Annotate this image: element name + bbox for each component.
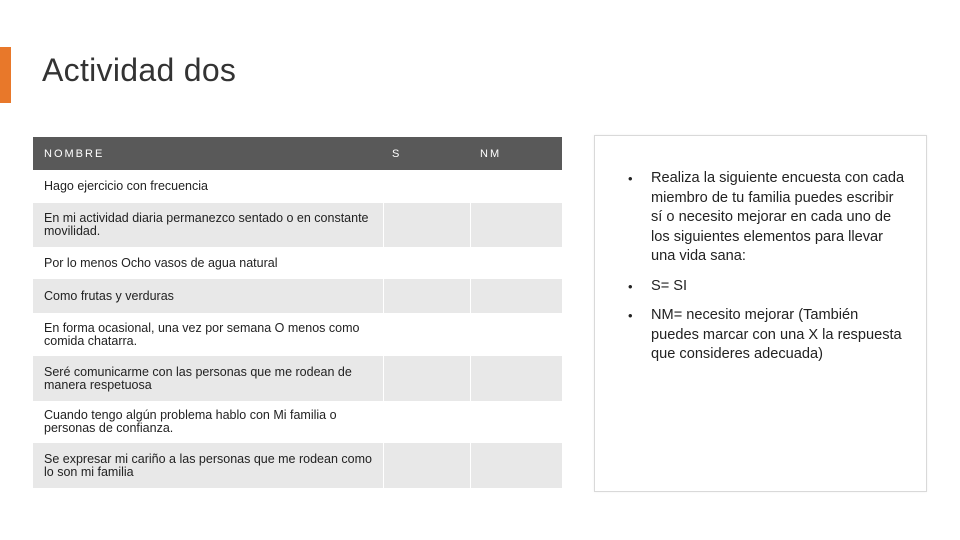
bullet-icon: • (628, 171, 633, 186)
answer-cell-nm[interactable] (470, 443, 562, 488)
table-row (33, 170, 562, 203)
answer-cell-s[interactable] (383, 443, 470, 488)
row-label: Hago ejercicio con frecuencia (44, 179, 208, 193)
answer-cell-nm[interactable] (470, 401, 562, 443)
table-row (33, 279, 562, 313)
instruction-text: NM= necesito mejorar (También puedes marcar con una X la respuesta que consideres adecuada) (651, 307, 902, 362)
header-nm: NM (470, 137, 562, 170)
answer-cell-nm[interactable] (470, 356, 562, 401)
table-row (33, 356, 562, 401)
bullet-icon: • (628, 308, 633, 323)
instructions-box (594, 135, 927, 492)
instruction-item (628, 306, 906, 365)
table-row (33, 203, 562, 247)
row-label: Como frutas y verduras (33, 279, 383, 313)
answer-cell-nm[interactable] (470, 313, 562, 356)
table-row (33, 401, 562, 443)
bullet-icon: • (628, 278, 633, 294)
row-label: Se expresar mi cariño a las personas que me rodean como lo son mi familia (33, 443, 383, 488)
answer-cell-nm[interactable] (470, 247, 562, 279)
row-label: En mi actividad diaria permanezco sentado o en constante movilidad. (33, 203, 383, 247)
answer-cell-nm[interactable] (470, 170, 562, 203)
table-header-row (33, 137, 562, 170)
row-label: En forma ocasional, una vez por semana O menos como comida chatarra. (44, 320, 360, 348)
answer-cell-s[interactable] (383, 279, 470, 313)
header-nombre: NOMBRE (33, 137, 383, 170)
survey-table (33, 137, 562, 488)
answer-cell-s[interactable] (383, 203, 470, 247)
answer-cell-s[interactable] (383, 313, 470, 356)
instruction-item (628, 277, 906, 297)
row-label: Seré comunicarme con las personas que me rodean de manera respetuosa (33, 356, 383, 401)
answer-cell-s[interactable] (383, 356, 470, 401)
instructions-list (595, 136, 926, 365)
answer-cell-s[interactable] (383, 247, 470, 279)
row-label: Por lo menos Ocho vasos de agua natural (44, 255, 278, 270)
slide-title: Actividad dos (42, 52, 237, 88)
answer-cell-s[interactable] (383, 401, 470, 443)
answer-cell-nm[interactable] (470, 203, 562, 247)
header-s: S (383, 137, 470, 170)
answer-cell-s[interactable] (383, 170, 470, 203)
instruction-text: Realiza la siguiente encuesta con cada miembro de tu familia puedes escribir sí o necesito mejorar en cada uno de los siguientes elementos para llevar una vida sana: (651, 170, 905, 264)
row-label: Cuando tengo algún problema hablo con Mi familia o personas de confianza. (44, 408, 337, 435)
answer-cell-nm[interactable] (470, 279, 562, 313)
table-row (33, 443, 562, 488)
instruction-item (628, 169, 906, 267)
table-row (33, 313, 562, 356)
accent-bar (0, 47, 11, 103)
instruction-text: S= SI (651, 277, 688, 294)
table-row (33, 247, 562, 279)
